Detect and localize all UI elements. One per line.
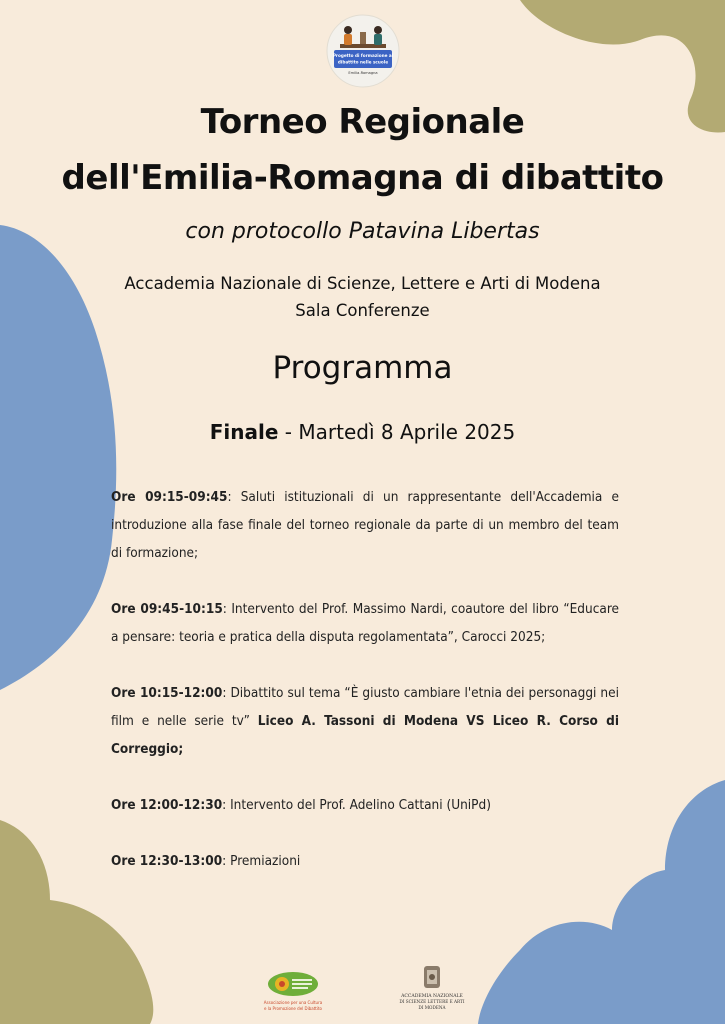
program-item-text: : Intervento del Prof. Adelino Cattani (UniPd) xyxy=(222,797,491,813)
program-item-text: : Intervento del Prof. Massimo Nardi, coautore del libro “Educare a pensare: teoria e pratica della disputa regolamentata”, Carocci 2025; xyxy=(111,601,619,645)
venue-line-2: Sala Conferenze xyxy=(295,301,430,320)
title-line-1: Torneo Regionale xyxy=(200,102,525,142)
academy-logo xyxy=(396,964,468,1014)
program-item-time: Ore 12:30-13:00 xyxy=(111,853,223,869)
subtitle: con protocollo Patavina Libertas xyxy=(185,219,540,244)
program-item xyxy=(111,679,619,763)
debate-project-logo xyxy=(326,14,400,88)
program-item xyxy=(111,847,619,875)
program-item-text: : Premiazioni xyxy=(222,853,301,869)
venue-line-1: Accademia Nazionale di Scienze, Lettere e Arti di Modena xyxy=(124,274,601,293)
program-item xyxy=(111,595,619,651)
logo-caption-1: Progetto di formazione al xyxy=(332,53,394,58)
program-item-time: Ore 09:15-09:45 xyxy=(111,489,228,505)
logo-caption-3: Emilia-Romagna xyxy=(348,71,378,75)
program-item-text: : Saluti istituzionali di un rappresentante dell'Accademia e introduzione alla fase finale del torneo regionale da parte di un membro del team di formazione; xyxy=(111,489,619,561)
program-item-text: : Dibattito sul tema “È giusto cambiare l'etnia dei personaggi nei film e nelle serie tv” xyxy=(111,685,619,729)
academy-text-2: DI SCIENZE LETTERE E ARTI xyxy=(399,999,465,1004)
page-title xyxy=(0,94,725,206)
logo-caption-2: dibattito nelle scuole xyxy=(337,59,389,65)
venue-block xyxy=(0,270,725,324)
association-text-2: e la Promozione del Dibattito xyxy=(263,1006,323,1011)
title-line-2: dell'Emilia-Romagna di dibattito xyxy=(61,158,664,198)
association-text-1: Associazione per una Cultura xyxy=(263,1000,323,1005)
academy-text-3: DI MODENA xyxy=(418,1005,446,1010)
association-logo xyxy=(262,970,324,1014)
program-item xyxy=(111,483,619,567)
final-date: - Martedì 8 Aprile 2025 xyxy=(278,420,516,444)
program-item-time: Ore 12:00-12:30 xyxy=(111,797,223,813)
program-heading: Programma xyxy=(272,350,453,386)
final-date-line xyxy=(0,416,725,448)
academy-text-1: ACCADEMIA NAZIONALE xyxy=(401,994,463,999)
program-item-time: Ore 09:45-10:15 xyxy=(111,601,223,617)
program-item-time: Ore 10:15-12:00 xyxy=(111,685,223,701)
program-item-teams: Liceo A. Tassoni di Modena VS Liceo R. Corso di Correggio; xyxy=(111,713,619,757)
program-list xyxy=(111,483,619,903)
final-label: Finale xyxy=(209,420,279,444)
program-item xyxy=(111,791,619,819)
